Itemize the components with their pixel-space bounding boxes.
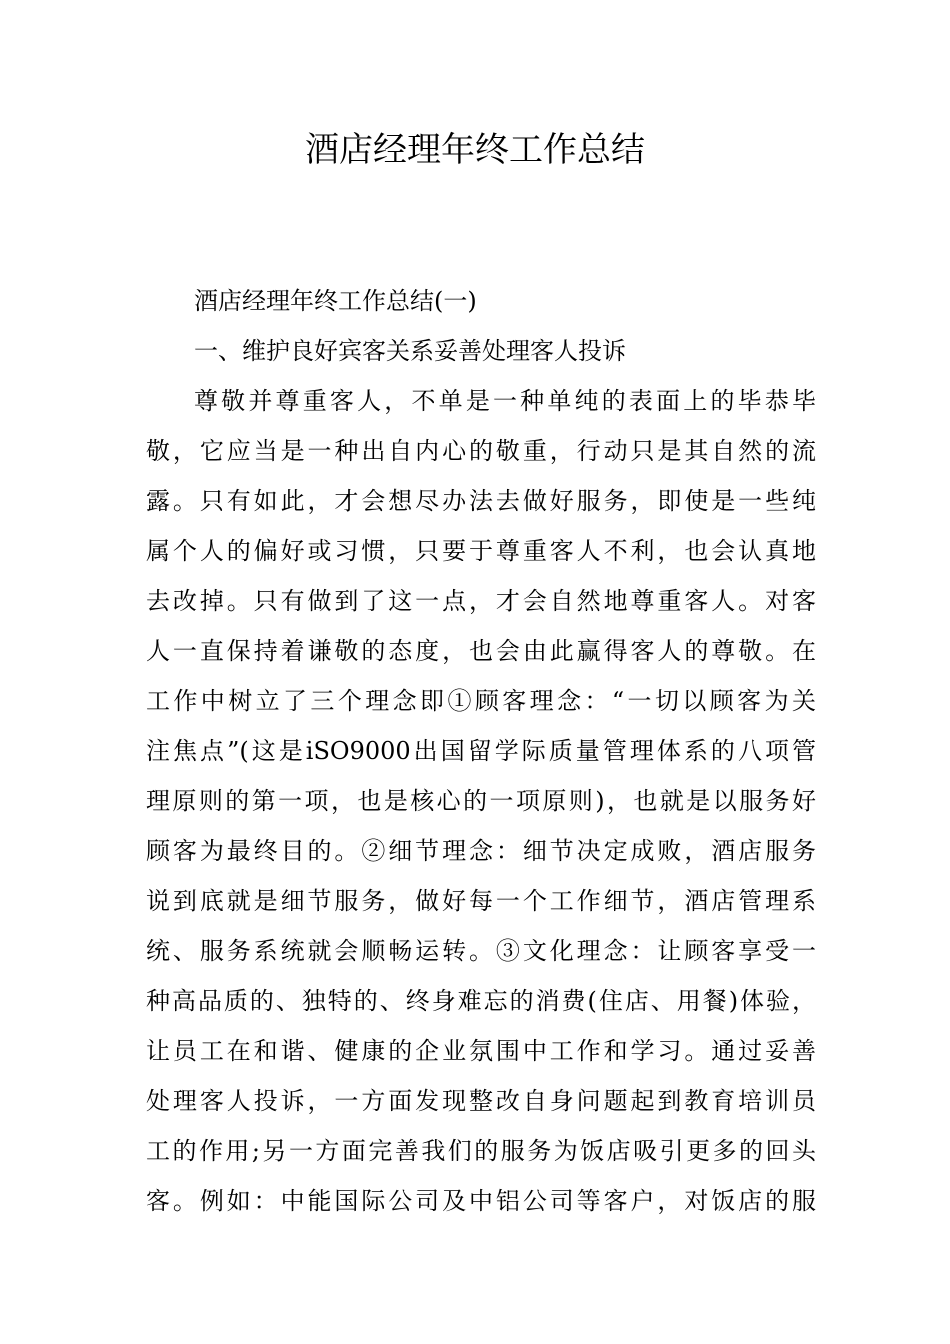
paragraph-line: 处理客人投诉，一方面发现整改自身问题起到教育培训员 — [146, 1087, 816, 1115]
paragraph-line: 顾客为最终目的。②细节理念：细节决定成败，酒店服务 — [146, 837, 816, 865]
paragraph-line: 种高品质的、独特的、终身难忘的消费(住店、用餐)体验， — [146, 987, 816, 1015]
paragraph-line: 尊敬并尊重客人，不单是一种单纯的表面上的毕恭毕 — [194, 387, 816, 415]
paragraph-line: 统、服务系统就会顺畅运转。③文化理念：让顾客享受一 — [146, 937, 816, 965]
paragraph-line: 敬，它应当是一种出自内心的敬重，行动只是其自然的流 — [146, 437, 816, 465]
subheading: 一、维护良好宾客关系妥善处理客人投诉 — [194, 337, 626, 365]
paragraph-line: 工作中树立了三个理念即①顾客理念：“一切以顾客为关 — [146, 687, 816, 715]
paragraph-line: 客。例如：中能国际公司及中铝公司等客户，对饭店的服 — [146, 1187, 816, 1215]
section-heading: 酒店经理年终工作总结(一) — [194, 287, 477, 315]
document-title: 酒店经理年终工作总结 — [305, 130, 645, 170]
paragraph-line: 人一直保持着谦敬的态度，也会由此赢得客人的尊敬。在 — [146, 637, 816, 665]
paragraph-line: 露。只有如此，才会想尽办法去做好服务，即使是一些纯 — [146, 487, 816, 515]
paragraph-line: 工的作用;另一方面完善我们的服务为饭店吸引更多的回头 — [146, 1137, 816, 1165]
paragraph-line: 说到底就是细节服务，做好每一个工作细节，酒店管理系 — [146, 887, 816, 915]
paragraph-line: 让员工在和谐、健康的企业氛围中工作和学习。通过妥善 — [146, 1037, 816, 1065]
paragraph-line: 理原则的第一项，也是核心的一项原则)，也就是以服务好 — [146, 787, 816, 815]
paragraph-line: 去改掉。只有做到了这一点，才会自然地尊重客人。对客 — [146, 587, 816, 615]
paragraph-line: 注焦点”(这是iSO9000出国留学际质量管理体系的八项管 — [146, 737, 816, 765]
paragraph-line: 属个人的偏好或习惯，只要于尊重客人不利，也会认真地 — [146, 537, 816, 565]
